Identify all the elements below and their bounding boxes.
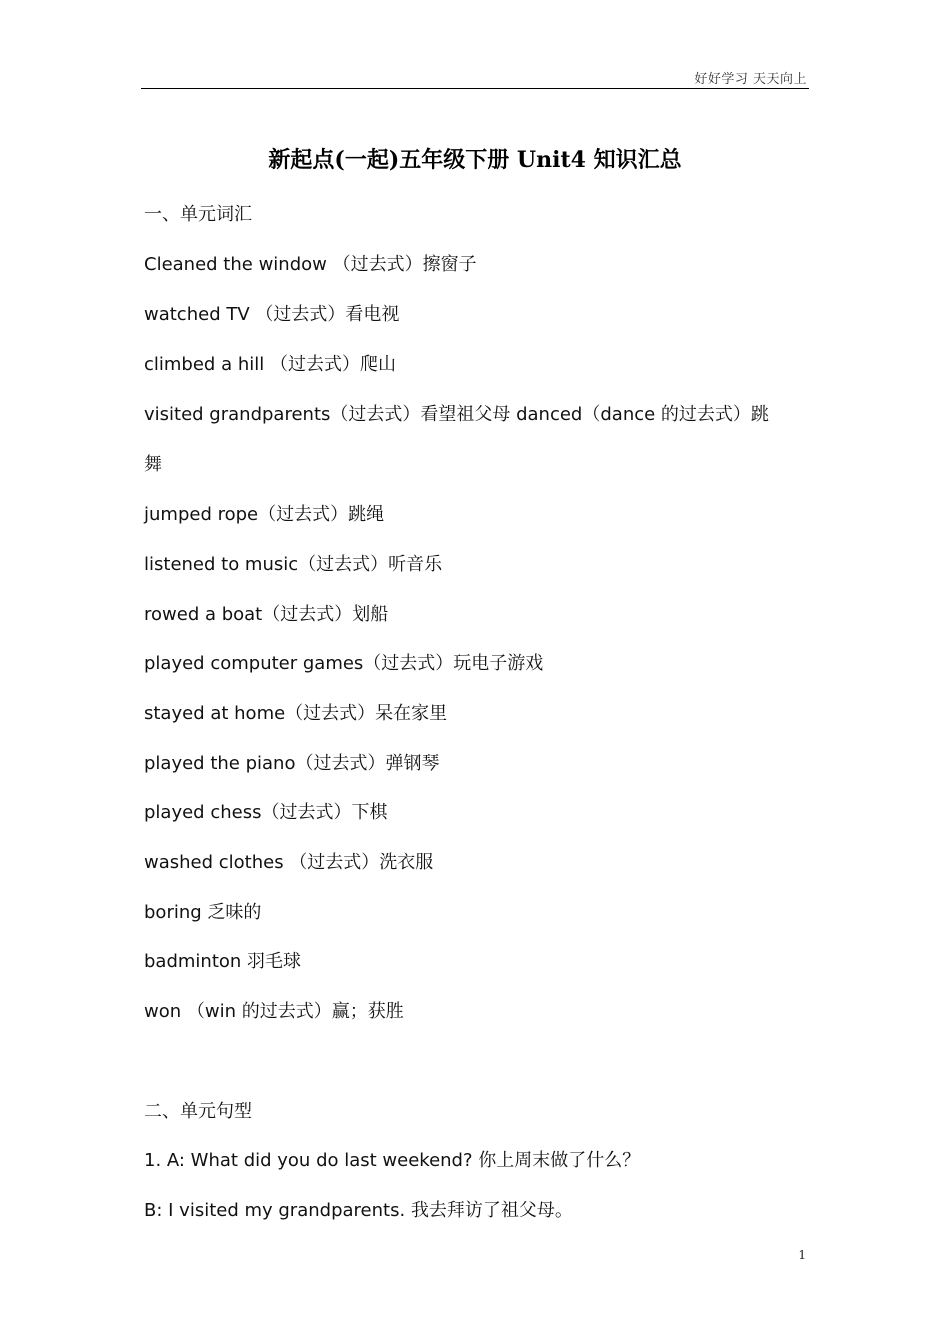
vocab-item-continued: 舞 — [144, 454, 162, 475]
vocab-item: played chess（过去式）下棋 — [144, 802, 388, 823]
vocab-item: Cleaned the window （过去式）擦窗子 — [144, 254, 477, 275]
vocab-item: badminton 羽毛球 — [144, 951, 302, 972]
vocab-item: climbed a hill （过去式）爬山 — [144, 354, 396, 375]
sentence-item: B: I visited my grandparents. 我去拜访了祖父母。 — [144, 1200, 573, 1221]
vocab-item: jumped rope（过去式）跳绳 — [144, 504, 385, 525]
vocab-item: played computer games（过去式）玩电子游戏 — [144, 653, 544, 674]
section-heading-vocabulary: 一、单元词汇 — [144, 204, 252, 225]
page-title: 新起点(一起)五年级下册 Unit4 知识汇总 — [268, 147, 682, 173]
page-number: 1 — [798, 1248, 806, 1262]
vocab-item: watched TV （过去式）看电视 — [144, 304, 400, 325]
vocab-item: rowed a boat（过去式）划船 — [144, 604, 389, 625]
vocab-item: won （win 的过去式）赢；获胜 — [144, 1001, 404, 1022]
vocab-item: visited grandparents（过去式）看望祖父母 danced（dance 的过去式）跳 — [144, 404, 769, 425]
header-rule — [141, 88, 809, 89]
vocab-item: boring 乏味的 — [144, 902, 262, 923]
vocab-item: played the piano（过去式）弹钢琴 — [144, 753, 440, 774]
sentence-item: 1. A: What did you do last weekend? 你上周末做了什么？ — [144, 1150, 641, 1171]
vocab-item: washed clothes （过去式）洗衣服 — [144, 852, 434, 873]
vocab-item: listened to music（过去式）听音乐 — [144, 554, 443, 575]
header-note: 好好学习 天天向上 — [694, 72, 807, 87]
vocab-item: stayed at home（过去式）呆在家里 — [144, 703, 448, 724]
section-heading-sentences: 二、单元句型 — [144, 1101, 252, 1122]
